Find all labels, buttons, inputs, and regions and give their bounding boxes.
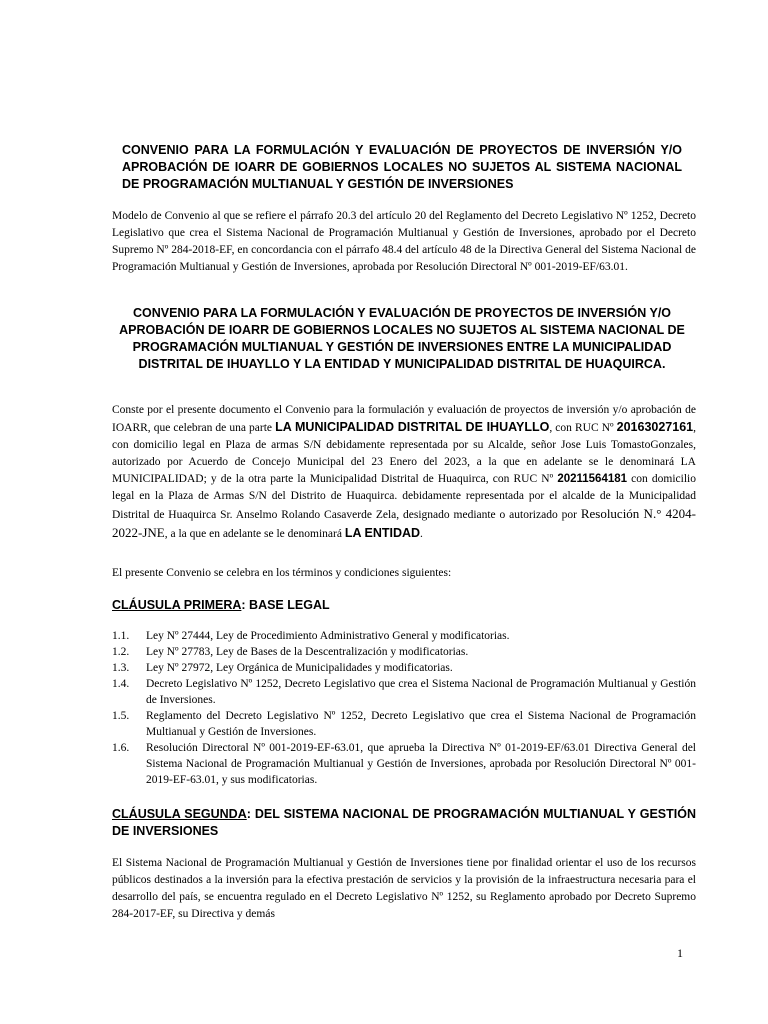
clause-2-heading bbox=[112, 806, 696, 840]
municipality-name: LA MUNICIPALIDAD DISTRITAL DE IHUAYLLO bbox=[275, 420, 550, 434]
conste-text-4: con domicilio legal en la Plaza de Armas S/N del Distrito de Huaquirca. debidamente representada por el alcalde de la Municipalidad Distrital de Huaquirca Sr. Anselmo Rolando Casaverde Zela, designado mediante o autorizado por bbox=[112, 473, 696, 521]
list-item bbox=[112, 660, 696, 676]
document-title: CONVENIO PARA LA FORMULACIÓN Y EVALUACIÓN DE PROYECTOS DE INVERSIÓN Y/O APROBACIÓN DE IOARR DE GOBIERNOS LOCALES NO SUJETOS AL SISTEMA NACIONAL DE PROGRAMACIÓN MULTIANUAL Y GESTIÓN DE INVERSIONES bbox=[122, 143, 682, 191]
list-item-text: Reglamento del Decreto Legislativo Nº 1252, Decreto Legislativo que crea el Sistema Nacional de Programación Multianual y Gestión de Inversiones. bbox=[146, 710, 696, 738]
list-item-text: Resolución Directoral Nº 001-2019-EF-63.01, que aprueba la Directiva Nº 01-2019-EF/63.01 Directiva General del Sistema Nacional de Programación Multianual y Gestión de Inversiones, aprobada por Resolución Directoral Nº 001-2019-EF-63.01, y sus modificatorias. bbox=[146, 742, 696, 786]
conste-text-3: , con domicilio legal en Plaza de armas S/N debidamente representada por su Alcalde, señor Jose Luis TomastoGonzales, autorizado por Acuerdo de Concejo Municipal del 23 Enero del 2023, a la que en adelante se le denominará LA MUNICIPALIDAD; y de la otra parte la Municipalidad Distrital de Huaquirca, con RUC Nº bbox=[112, 422, 696, 485]
list-item-number: 1.2. bbox=[112, 646, 130, 658]
conste-text-6: . bbox=[420, 528, 423, 540]
list-item-text: Decreto Legislativo Nº 1252, Decreto Legislativo que crea el Sistema Nacional de Programación Multianual y Gestión de Inversiones. bbox=[146, 678, 696, 706]
clause-1-heading bbox=[112, 597, 696, 614]
list-item-text: Ley Nº 27972, Ley Orgánica de Municipalidades y modificatorias. bbox=[146, 662, 453, 674]
intro-paragraph: Modelo de Convenio al que se refiere el párrafo 20.3 del artículo 20 del Reglamento del Decreto Legislativo Nº 1252, Decreto Legislativo que crea el Sistema Nacional de Programación Multianual y Gestión de Inversiones, aprobado por el Decreto Supremo Nº 284-2018-EF, en concordancia con el párrafo 48.4 del artículo 48 de la Directiva General del Sistema Nacional de Programación Multianual y Gestión de Inversiones, aprobada por Resolución Directoral Nº 001-2019-EF/63.01. bbox=[112, 210, 696, 273]
list-item-number: 1.5. bbox=[112, 710, 130, 722]
resolution-ref: Resolución N.° 4204-2022-JNE bbox=[112, 506, 696, 540]
legal-basis-list bbox=[112, 628, 696, 788]
list-item bbox=[112, 644, 696, 660]
clause-2-title: : DEL SISTEMA NACIONAL DE PROGRAMACIÓN MULTIANUAL Y GESTIÓN DE INVERSIONES bbox=[112, 807, 696, 838]
list-item bbox=[112, 740, 696, 788]
list-item bbox=[112, 628, 696, 644]
list-item-number: 1.4. bbox=[112, 678, 130, 690]
conste-text-1: Conste por el presente documento el Convenio para la formulación y evaluación de proyectos de inversión y/o aprobación de IOARR, que celebran de una parte bbox=[112, 404, 696, 434]
list-item-text: Ley Nº 27444, Ley de Procedimiento Administrativo General y modificatorias. bbox=[146, 630, 510, 642]
ruc-ihuayllo: 20163027161 bbox=[616, 420, 694, 434]
clause-1-title: : BASE LEGAL bbox=[241, 598, 330, 612]
conste-text-2: , con RUC Nº bbox=[549, 422, 617, 434]
celebra-paragraph: El presente Convenio se celebra en los términos y condiciones siguientes: bbox=[112, 567, 452, 579]
sistema-paragraph: El Sistema Nacional de Programación Multianual y Gestión de Inversiones tiene por finalidad orientar el uso de los recursos públicos destinados a la inversión para la efectiva prestación de servicios y la provisión de la infraestructura necesaria para el desarrollo del país, se encuentra regulado en el Decreto Legislativo Nº 1252, su Reglamento aprobado por Decreto Supremo 284-2017-EF, su Directiva y demás bbox=[112, 857, 696, 920]
clause-1-label: CLÁUSULA PRIMERA bbox=[112, 598, 242, 612]
page-number: 1 bbox=[677, 946, 683, 960]
list-item-number: 1.3. bbox=[112, 662, 130, 674]
conste-text-5: , a la que en adelante se le denominará bbox=[164, 528, 345, 540]
list-item-number: 1.1. bbox=[112, 630, 130, 642]
entity-name: LA ENTIDAD bbox=[344, 526, 421, 540]
conste-paragraph bbox=[112, 402, 696, 543]
ruc-huaquirca: 20211564181 bbox=[557, 473, 628, 485]
list-item-number: 1.6. bbox=[112, 742, 130, 754]
list-item-text: Ley Nº 27783, Ley de Bases de la Descentralización y modificatorias. bbox=[146, 646, 469, 658]
list-item bbox=[112, 676, 696, 708]
convenio-title: CONVENIO PARA LA FORMULACIÓN Y EVALUACIÓN DE PROYECTOS DE INVERSIÓN Y/O APROBACIÓN DE IOARR DE GOBIERNOS LOCALES NO SUJETOS AL SISTEMA NACIONAL DE PROGRAMACIÓN MULTIANUAL Y GESTIÓN DE INVERSIONES ENTRE LA MUNICIPALIDAD DISTRITAL DE IHUAYLLO Y LA ENTIDAD Y MUNICIPALIDAD DISTRITAL DE HUAQUIRCA. bbox=[119, 306, 685, 371]
list-item bbox=[112, 708, 696, 740]
clause-2-label: CLÁUSULA SEGUNDA bbox=[112, 807, 247, 821]
